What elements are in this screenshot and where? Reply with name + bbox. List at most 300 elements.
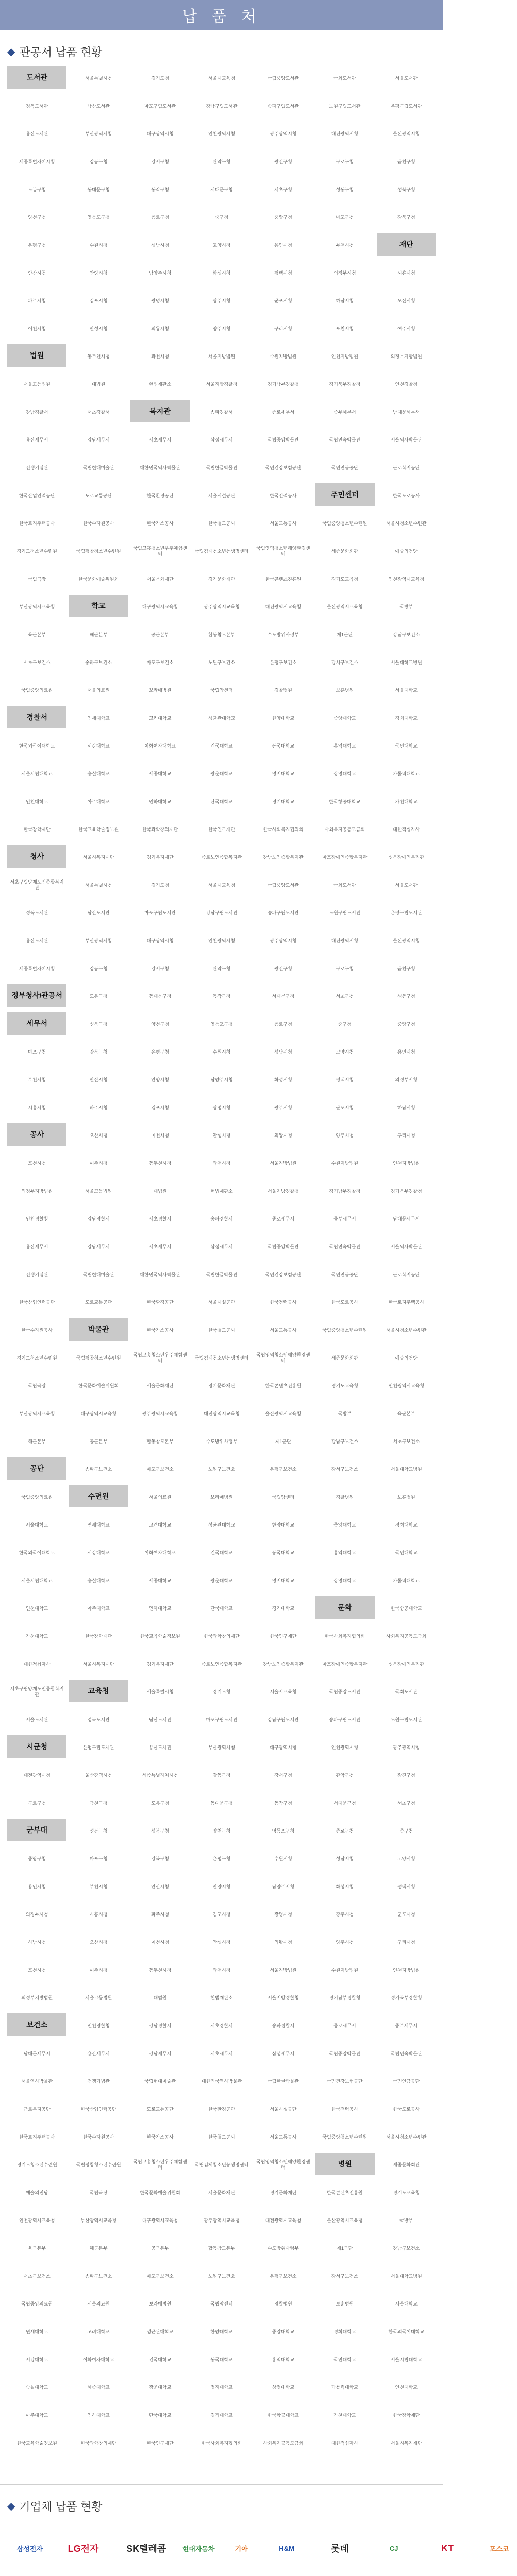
gov-client-item: 한국연구재단: [270, 1633, 297, 1639]
gov-client-item: 대한민국역사박물관: [201, 2078, 242, 2084]
gov-client-item: 보라매병원: [148, 687, 172, 693]
gov-client-item: 중부세무서: [333, 409, 356, 415]
gov-client-item: 한국항공대학교: [329, 799, 361, 804]
gov-client-item: 인천지방법원: [393, 1967, 420, 1973]
gov-client-item: 광운대학교: [210, 771, 233, 776]
gov-client-item: 한국토지주택공사: [388, 1299, 425, 1305]
gov-client-item: 인천광역시청: [208, 131, 236, 137]
corp-logo: CJ: [389, 2544, 398, 2552]
gov-client-item: 가톨릭대학교: [393, 1578, 420, 1583]
corp-logo: LG전자: [68, 2544, 99, 2554]
gov-client-item: 서초구보건소: [23, 659, 51, 665]
gov-client-item: 국립민속박물관: [329, 1244, 361, 1249]
gov-client-item: 양주시청: [212, 326, 231, 331]
gov-client-item: 서울고등법원: [85, 1995, 112, 2001]
gov-client-item: 광주광역시교육청: [204, 2217, 240, 2223]
gov-client-item: 이화여자대학교: [82, 2357, 114, 2362]
gov-client-item: 성남시청: [151, 242, 169, 248]
gov-client-item: 한국가스공사: [146, 1327, 174, 1333]
category-label-gov_office: 정부청사/관공서: [7, 984, 66, 1007]
gov-client-item: 의정부시청: [25, 1911, 48, 1917]
gov-client-item: 상명대학교: [272, 2384, 295, 2390]
gov-client-item: 세종대학교: [148, 771, 172, 776]
gov-client-item: 영등포구청: [87, 214, 110, 220]
gov-client-item: 세종특별자치시청: [19, 965, 55, 971]
gov-client-item: 세종대학교: [148, 1578, 172, 1583]
gov-client-item: 광주광역시청: [270, 938, 297, 943]
corp-logo: [312, 2573, 367, 2576]
gov-client-item: 울산광역시청: [393, 131, 420, 137]
gov-client-item: 경기도청: [151, 75, 169, 81]
gov-client-item: 강동구청: [89, 159, 108, 164]
gov-client-item: 마포구청: [28, 1049, 46, 1055]
gov-client-item: 경기도청: [212, 1689, 231, 1694]
gov-client-item: 노원구립도서관: [390, 1717, 422, 1722]
gov-client-item: 서초경찰서: [210, 2023, 233, 2028]
gov-client-item: 송파구보건소: [85, 2273, 112, 2279]
gov-client-item: 경기대학교: [272, 1605, 295, 1611]
gov-client-item: 제1군단: [275, 1438, 291, 1444]
gov-client-item: 송파경찰서: [210, 409, 233, 415]
gov-client-item: 한국과학창의재단: [142, 826, 178, 832]
gov-client-item: 인천대학교: [25, 799, 48, 804]
gov-client-item: 의왕시청: [274, 1939, 292, 1945]
gov-client-item: 서울지방경찰청: [267, 1995, 299, 2001]
gov-client-item: 한국항공대학교: [390, 1605, 422, 1611]
gov-client-item: 육군본부: [28, 2245, 46, 2251]
gov-client-item: 정독도서관: [25, 103, 48, 109]
gov-client-item: 서초구보건소: [23, 2273, 51, 2279]
gov-client-item: 노원구보건소: [208, 659, 236, 665]
corp-logo: 삼성전자: [16, 2545, 43, 2553]
gov-client-item: 국립현대미술관: [82, 1272, 114, 1277]
gov-client-item: 고양시청: [397, 1856, 415, 1861]
gov-client-item: 서대문구청: [210, 187, 233, 192]
gov-client-item: 서강대학교: [87, 1550, 110, 1555]
gov-client-item: 국립영덕청소년해양환경센터: [256, 1352, 310, 1363]
gov-client-item: 성북장애인복지관: [388, 1661, 425, 1667]
gov-client-item: 노원구보건소: [208, 1466, 236, 1472]
gov-client-item: 수원지방법원: [331, 1160, 358, 1166]
gov-client-item: 군포시청: [336, 1105, 354, 1110]
gov-client-item: 한국전력공사: [331, 2106, 358, 2112]
gov-client-item: 한국수자원공사: [82, 2134, 114, 2140]
gov-client-item: 국립한글박물관: [267, 2078, 299, 2084]
gov-client-item: 노원구보건소: [208, 2273, 236, 2279]
gov-client-item: 대전광역시청: [23, 1772, 51, 1778]
gov-client-item: 건국대학교: [210, 1550, 233, 1555]
gov-client-item: 경찰병원: [274, 687, 292, 693]
gov-client-item: 종로세무서: [272, 409, 295, 415]
gov-client-item: 근로복지공단: [23, 2106, 51, 2112]
gov-client-item: 동두천시청: [148, 1160, 172, 1166]
corp-logo: [421, 2573, 474, 2576]
gov-client-item: 대한적십자사: [393, 826, 420, 832]
gov-client-item: 용인시청: [28, 1884, 46, 1889]
gov-client-item: 동두천시청: [148, 1967, 172, 1973]
gov-client-item: 부산광역시청: [85, 938, 112, 943]
gov-client-item: 한국콘텐츠진흥원: [327, 2190, 363, 2195]
gov-client-item: 동대문구청: [148, 993, 172, 999]
gov-client-item: 서울지방법원: [270, 1160, 297, 1166]
gov-client-item: 합동참모본부: [208, 632, 236, 637]
gov-client-item: 안산시청: [28, 270, 46, 276]
gov-client-item: 동국대학교: [272, 1550, 295, 1555]
gov-client-item: 국립암센터: [272, 1494, 295, 1500]
gov-client-item: 종로구청: [151, 214, 169, 220]
gov-client-item: 부산광역시청: [85, 131, 112, 137]
gov-client-item: 서울문화재단: [146, 576, 174, 582]
gov-client-item: 수도방위사령부: [267, 632, 299, 637]
gov-client-item: 경기도교육청: [331, 576, 358, 582]
gov-client-item: 성동구청: [397, 993, 415, 999]
gov-client-item: 관악구청: [212, 965, 231, 971]
gov-client-item: 국립고흥청소년우주체험센터: [133, 2159, 187, 2170]
gov-client-item: 경기문화재단: [208, 1383, 236, 1388]
gov-client-item: 인천지방법원: [393, 1160, 420, 1166]
gov-client-item: 서울시립대학교: [390, 2357, 422, 2362]
gov-client-item: 서울대학교병원: [390, 2273, 422, 2279]
gov-client-item: 경기북부경찰청: [390, 1995, 422, 2001]
gov-client-item: 경기문화재단: [270, 2190, 297, 2195]
gov-client-item: 남양주시청: [210, 1077, 233, 1082]
gov-client-item: 동국대학교: [210, 2357, 233, 2362]
gov-client-item: 국립중앙박물관: [267, 1244, 299, 1249]
gov-client-item: 한국전력공사: [270, 1299, 297, 1305]
gov-client-item: 홍익대학교: [272, 2357, 295, 2362]
gov-client-item: 국립중앙청소년수련원: [322, 1327, 368, 1333]
gov-client-item: 광진구청: [397, 1772, 415, 1778]
gov-client-item: 서초구청: [336, 993, 354, 999]
gov-client-item: 단국대학교: [210, 1605, 233, 1611]
gov-client-item: 서강대학교: [25, 2357, 48, 2362]
gov-client-item: 동작구청: [274, 1800, 292, 1806]
gov-client-item: 이천시청: [28, 326, 46, 331]
gov-client-item: 용인시청: [397, 1049, 415, 1055]
gov-section-header: [0, 40, 443, 63]
gov-client-item: 공군본부: [151, 2245, 169, 2251]
corp-section-title: 기업체 납품 현황: [19, 2500, 103, 2513]
corp-logo: [268, 2573, 306, 2576]
corp-logo: SK텔레콤: [126, 2544, 166, 2554]
gov-client-item: 헌법재판소: [210, 1188, 233, 1194]
gov-client-item: 한국전력공사: [270, 493, 297, 498]
gov-client-item: 예술의전당: [395, 1355, 418, 1361]
gov-client-item: 오산시청: [89, 1132, 108, 1138]
gov-client-item: 성균관대학교: [208, 1522, 236, 1528]
gov-client-item: 경희대학교: [333, 2329, 356, 2334]
gov-client-item: 김포시청: [151, 1105, 169, 1110]
gov-client-item: 오산시청: [397, 298, 415, 303]
corp-logo: [56, 2573, 110, 2576]
gov-client-item: 경희대학교: [395, 1522, 418, 1528]
gov-client-item: 강남구보건소: [331, 1438, 358, 1444]
gov-client-item: 인천경찰청: [87, 2023, 110, 2028]
gov-client-item: 국방부: [338, 1411, 352, 1416]
gov-client-item: 삼성세무서: [210, 1244, 233, 1249]
gov-client-item: 대전광역시교육청: [204, 1411, 240, 1416]
gov-client-item: 성북구청: [89, 1021, 108, 1027]
gov-client-item: 하남시청: [28, 1939, 46, 1945]
gov-client-item: 국립평창청소년수련원: [76, 1355, 121, 1361]
gov-client-item: 건국대학교: [210, 743, 233, 749]
gov-client-item: 구리시청: [397, 1132, 415, 1138]
gov-client-item: 양주시청: [336, 1132, 354, 1138]
gov-client-item: 오산시청: [89, 1939, 108, 1945]
gov-client-item: 하남시청: [397, 1105, 415, 1110]
gov-client-item: 은평구립도서관: [390, 910, 422, 916]
gov-client-item: 한국콘텐츠진흥원: [265, 1383, 302, 1388]
gov-client-item: 울산광역시교육청: [327, 604, 363, 609]
gov-client-item: 한국콘텐츠진흥원: [265, 576, 302, 582]
gov-client-item: 국민건강보험공단: [265, 1272, 302, 1277]
gov-client-item: 강남세무서: [87, 1244, 110, 1249]
gov-client-item: 남산도서관: [87, 103, 110, 109]
gov-client-item: 서초세무서: [148, 1244, 172, 1249]
gov-client-item: 한국외국어대학교: [388, 2329, 425, 2334]
corp-logo: [10, 2573, 49, 2576]
category-label-hospital: 병원: [315, 2153, 374, 2175]
gov-client-item: 대한민국역사박물관: [140, 465, 180, 470]
gov-client-item: 가천대학교: [395, 799, 418, 804]
gov-client-item: 경기도교육청: [331, 1383, 358, 1388]
gov-client-item: 성남시청: [274, 1049, 292, 1055]
gov-client-item: 보라매병원: [148, 2301, 172, 2307]
gov-client-item: 남산도서관: [87, 910, 110, 916]
gov-client-item: 서초구청: [397, 1800, 415, 1806]
diamond-icon: ◆: [7, 2500, 15, 2512]
gov-client-item: 강서구청: [151, 159, 169, 164]
gov-client-item: 광명시청: [212, 1105, 231, 1110]
gov-client-item: 국민건강보험공단: [265, 465, 302, 470]
gov-client-item: 경기도청소년수련원: [16, 2162, 57, 2167]
gov-client-item: 수원지방법원: [270, 353, 297, 359]
gov-client-item: 대전광역시교육청: [265, 2217, 302, 2223]
gov-client-item: 광주시청: [274, 1105, 292, 1110]
gov-client-item: 포천시청: [28, 1967, 46, 1973]
gov-client-item: 숭실대학교: [25, 2384, 48, 2390]
gov-client-item: 종로세무서: [272, 1216, 295, 1222]
corp-logo: [118, 2573, 175, 2576]
gov-client-item: 인천지방법원: [331, 353, 358, 359]
gov-client-item: 마포구청: [336, 214, 354, 220]
gov-client-item: 서울시교육청: [270, 1689, 297, 1694]
gov-client-item: 과천시청: [212, 1160, 231, 1166]
category-label-city_hall: 시군청: [7, 1735, 66, 1758]
gov-client-item: 과천시청: [212, 1967, 231, 1973]
gov-client-item: 송파구보건소: [85, 1466, 112, 1472]
gov-client-item: 건국대학교: [148, 2357, 172, 2362]
gov-client-item: 의정부지방법원: [21, 1188, 53, 1194]
gov-client-item: 서강대학교: [87, 743, 110, 749]
gov-client-item: 광주시청: [212, 298, 231, 303]
gov-client-item: 안양시청: [89, 270, 108, 276]
gov-client-item: 동작구청: [212, 993, 231, 999]
gov-client-item: 국민연금공단: [331, 465, 358, 470]
gov-client-item: 서울지방법원: [208, 353, 236, 359]
gov-client-item: 가천대학교: [25, 1633, 48, 1639]
gov-client-item: 서울의료원: [87, 2301, 110, 2307]
gov-client-item: 서초세무서: [148, 437, 172, 443]
gov-client-item: 광진구청: [274, 159, 292, 164]
gov-client-item: 서초구립양재노인종합복지관: [10, 879, 64, 890]
gov-client-item: 영등포구청: [210, 1021, 233, 1027]
gov-client-item: 강남구립도서관: [206, 910, 238, 916]
gov-client-item: 한국가스공사: [146, 520, 174, 526]
category-label-welfare: 복지관: [130, 400, 190, 422]
gov-client-item: 금천구청: [89, 1800, 108, 1806]
gov-client-item: 상명대학교: [333, 1578, 356, 1583]
gov-client-item: 인천경찰청: [395, 381, 418, 387]
gov-client-item: 가천대학교: [333, 2412, 356, 2418]
gov-client-item: 중구청: [214, 214, 229, 220]
gov-client-item: 국립평창청소년수련원: [76, 548, 121, 554]
category-label-residents_center: 주민센터: [315, 483, 374, 506]
gov-client-item: 성균관대학교: [146, 2329, 174, 2334]
gov-client-item: 한국문화예술위원회: [78, 1383, 119, 1388]
gov-client-item: 여주시청: [89, 1160, 108, 1166]
gov-client-item: 구리시청: [274, 326, 292, 331]
gov-client-item: 성동구청: [89, 1828, 108, 1834]
gov-client-item: 경기북부경찰청: [329, 381, 361, 387]
gov-client-item: 한양대학교: [272, 715, 295, 721]
gov-client-item: 한국토지주택공사: [19, 520, 55, 526]
gov-client-item: 수원시청: [274, 1856, 292, 1861]
gov-client-item: 평택시청: [397, 1884, 415, 1889]
gov-client-item: 경기남부경찰청: [267, 381, 299, 387]
gov-client-item: 서울시청소년수련관: [386, 2134, 427, 2140]
category-label-education: 교육청: [69, 1680, 128, 1702]
gov-client-item: 파주시청: [151, 1911, 169, 1917]
gov-client-item: 한국수자원공사: [21, 1327, 53, 1333]
gov-client-item: 국립한글박물관: [206, 465, 238, 470]
gov-client-item: 대구광역시교육청: [142, 604, 178, 609]
gov-client-item: 의정부시청: [333, 270, 356, 276]
gov-client-item: 서울의료원: [87, 687, 110, 693]
gov-client-item: 광명시청: [274, 1911, 292, 1917]
gov-client-item: 마포구보건소: [146, 659, 174, 665]
gov-client-item: 세종문화회관: [331, 1355, 358, 1361]
corp-logo: 포스코: [489, 2545, 509, 2553]
gov-client-item: 은평구보건소: [270, 2273, 297, 2279]
gov-client-item: 서울문화재단: [146, 1383, 174, 1388]
gov-client-item: 이천시청: [151, 1132, 169, 1138]
gov-client-item: 한국수자원공사: [82, 520, 114, 526]
gov-client-item: 노원구립도서관: [329, 103, 361, 109]
gov-client-item: 인하대학교: [148, 1605, 172, 1611]
gov-client-item: 서울도서관: [25, 1717, 48, 1722]
gov-client-item: 서울시복지재단: [390, 2440, 422, 2446]
gov-client-item: 세종대학교: [87, 2384, 110, 2390]
gov-client-item: 은평구보건소: [270, 659, 297, 665]
gov-client-item: 국민대학교: [333, 2357, 356, 2362]
gov-client-item: 국방부: [399, 604, 413, 609]
gov-client-item: 한국교육학술정보원: [78, 826, 119, 832]
gov-client-item: 경기도청소년수련원: [16, 1355, 57, 1361]
gov-client-item: 서울대학교병원: [390, 1466, 422, 1472]
gov-client-item: 예술의전당: [395, 548, 418, 554]
gov-client-item: 대한적십자사: [23, 1661, 51, 1667]
gov-client-item: 서울역사박물관: [21, 2078, 53, 2084]
gov-client-item: 중앙대학교: [272, 2329, 295, 2334]
gov-client-item: 마포구보건소: [146, 1466, 174, 1472]
gov-client-item: 김포시청: [89, 298, 108, 303]
gov-client-item: 강서구보건소: [331, 2273, 358, 2279]
gov-client-item: 단국대학교: [210, 799, 233, 804]
gov-client-item: 부천시청: [336, 242, 354, 248]
corp-logo: 롯데: [331, 2544, 349, 2554]
gov-client-item: 인천경찰청: [25, 1216, 48, 1222]
gov-client-item: 세종문화회관: [393, 2162, 420, 2167]
gov-client-item: 송파구보건소: [85, 659, 112, 665]
gov-client-item: 국립김제청소년농생명센터: [194, 2162, 249, 2167]
gov-client-item: 경기남부경찰청: [329, 1188, 361, 1194]
gov-client-item: 국회도서관: [333, 882, 356, 888]
gov-client-item: 이천시청: [151, 1939, 169, 1945]
gov-client-item: 의정부지방법원: [390, 353, 422, 359]
gov-client-item: 국민대학교: [395, 743, 418, 749]
gov-client-item: 국립민속박물관: [390, 2050, 422, 2056]
gov-client-item: 공군본부: [151, 632, 169, 637]
gov-client-item: 인하대학교: [87, 2412, 110, 2418]
gov-client-item: 남양주시청: [272, 1884, 295, 1889]
gov-client-item: 부산광역시청: [208, 1744, 236, 1750]
gov-client-item: 마포장애인종합복지관: [322, 1661, 368, 1667]
gov-client-item: 서울지방법원: [270, 1967, 297, 1973]
gov-client-item: 한국사회복지협의회: [263, 826, 304, 832]
gov-client-item: 송파구립도서관: [267, 910, 299, 916]
gov-client-item: 안성시청: [212, 1939, 231, 1945]
gov-client-item: 한국도로공사: [393, 2106, 420, 2112]
gov-client-item: 중랑구청: [28, 1856, 46, 1861]
gov-client-item: 아주대학교: [25, 2412, 48, 2418]
category-label-health: 보건소: [7, 2013, 66, 2036]
gov-client-item: 중랑구청: [274, 214, 292, 220]
gov-client-item: 삼성세무서: [210, 437, 233, 443]
gov-client-item: 양천구청: [28, 214, 46, 220]
gov-client-item: 한국철도공사: [208, 520, 236, 526]
gov-client-item: 해군본부: [89, 632, 108, 637]
diamond-icon: ◆: [7, 46, 15, 58]
gov-client-item: 사회복지공동모금회: [386, 1633, 427, 1639]
gov-client-item: 의정부지방법원: [21, 1995, 53, 2001]
gov-client-item: 시흥시청: [28, 1105, 46, 1110]
gov-client-item: 대구광역시교육청: [142, 2217, 178, 2223]
gov-client-item: 강남구립도서관: [206, 103, 238, 109]
gov-client-item: 고려대학교: [148, 715, 172, 721]
gov-client-item: 국립현대미술관: [82, 465, 114, 470]
gov-client-item: 강남세무서: [87, 437, 110, 443]
gov-client-item: 동국대학교: [272, 743, 295, 749]
gov-client-item: 예술의전당: [25, 2190, 48, 2195]
gov-client-item: 국립김제청소년농생명센터: [194, 1355, 249, 1361]
gov-client-item: 용인시청: [274, 242, 292, 248]
gov-client-item: 헌법재판소: [210, 1995, 233, 2001]
gov-client-item: 서울지방경찰청: [206, 381, 238, 387]
gov-client-item: 서울역사박물관: [390, 1244, 422, 1249]
gov-section-title: 관공서 납품 현황: [19, 45, 103, 59]
gov-client-item: 강북구청: [397, 214, 415, 220]
gov-client-item: 중부세무서: [333, 1216, 356, 1222]
gov-client-item: 경찰병원: [336, 1494, 354, 1500]
gov-client-item: 제1군단: [337, 632, 353, 637]
category-label-military: 군부대: [7, 1819, 66, 1841]
gov-client-item: 대전광역시청: [331, 131, 358, 137]
gov-client-item: 서대문구청: [272, 993, 295, 999]
gov-client-item: 대구광역시청: [146, 131, 174, 137]
gov-client-item: 안산시청: [89, 1077, 108, 1082]
gov-client-item: 강서구청: [274, 1772, 292, 1778]
